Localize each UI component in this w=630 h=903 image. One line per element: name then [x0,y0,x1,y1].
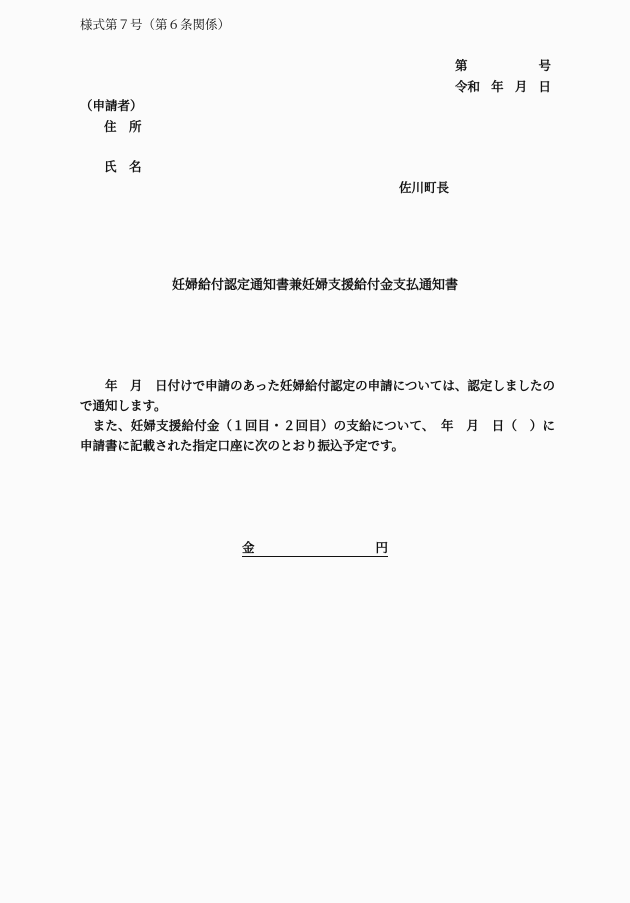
amount-suffix: 円 [375,540,388,555]
address-label: 住 所 [104,119,142,134]
issue-date-month: 月 [514,79,528,94]
document-title: 妊婦給付認定通知書兼妊婦支援給付金支払通知書 [171,278,458,293]
issue-date-year: 年 [491,79,504,94]
form-number: 様式第７号（第６条関係） [80,17,231,32]
document-number [455,58,551,73]
body-paragraph-1: 年 月 日付けで申請のあった妊婦給付認定の申請については、認定しましたので通知します。 [80,378,555,413]
document-number-suffix: 号 [538,58,551,73]
body-text [80,376,555,456]
amount-prefix: 金 [242,540,255,555]
issue-date-day: 日 [538,79,551,94]
issue-date [455,79,551,94]
document-number-prefix: 第 [455,58,468,73]
body-paragraph-2: また、妊婦支援給付金（１回目・２回目）の支給について、 年 月 日（ ）に申請書に記載された指定口座に次のとおり振込予定です。 [80,418,555,453]
issuer-name: 佐川町長 [399,180,450,195]
name-label: 氏 名 [104,159,142,174]
issue-date-era: 令和 [455,79,481,94]
applicant-label: （申請者） [80,98,143,113]
amount-line [242,540,388,557]
